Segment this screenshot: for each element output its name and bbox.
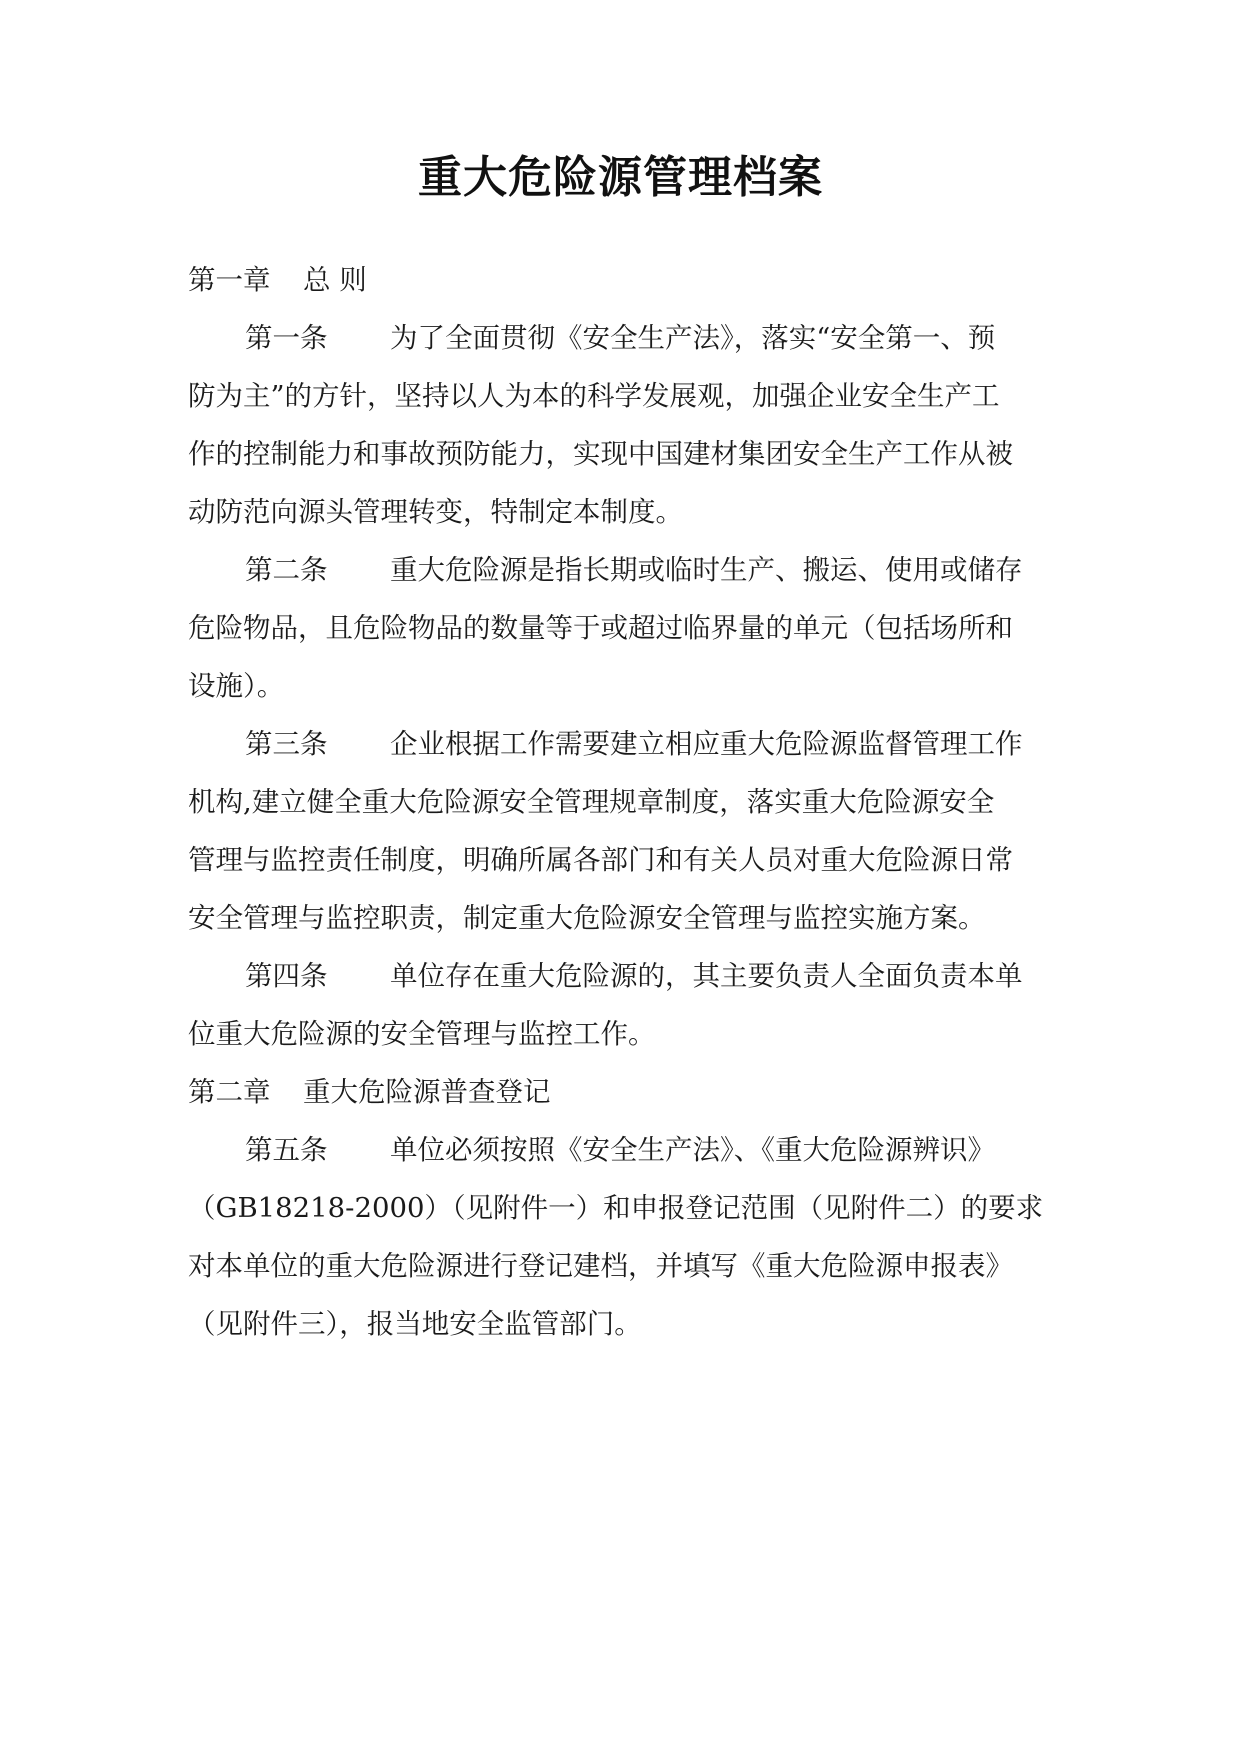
- paragraph-text: 重大危险源是指长期或临时生产、搬运、使用或储存: [390, 554, 1023, 586]
- paragraph-line: 安全管理与监控职责，制定重大危险源安全管理与监控实施方案。: [188, 902, 986, 934]
- paragraph-text: 单位存在重大危险源的，其主要负责人全面负责本单: [390, 960, 1023, 992]
- article-label: 第五条: [245, 1134, 328, 1166]
- article-label: 第一条: [245, 322, 328, 354]
- paragraph-text: 企业根据工作需要建立相应重大危险源监督管理工作: [390, 728, 1023, 760]
- paragraph-line: 作的控制能力和事故预防能力，实现中国建材集团安全生产工作从被: [188, 438, 1013, 470]
- paragraph-line: 管理与监控责任制度，明确所属各部门和有关人员对重大危险源日常: [188, 844, 1013, 876]
- paragraph-text: 单位必须按照《安全生产法》、《重大危险源辨识》: [390, 1134, 995, 1166]
- paragraph-line: 动防范向源头管理转变，特制定本制度。: [188, 496, 683, 528]
- paragraph-line: （见附件三），报当地安全监管部门。: [188, 1308, 642, 1340]
- paragraph-line: 防为主”的方针，坚持以人为本的科学发展观，加强企业安全生产工: [188, 380, 1000, 412]
- chapter-heading: [188, 1072, 551, 1112]
- chapter-label: 第二章: [188, 1076, 271, 1108]
- chapter-label: 第一章: [188, 264, 271, 296]
- paragraph-line: 对本单位的重大危险源进行登记建档，并填写《重大危险源申报表》: [188, 1250, 1013, 1282]
- paragraph-line: 设施）。: [188, 670, 285, 702]
- article-first-line: [245, 956, 1023, 996]
- paragraph-text: 为了全面贯彻《安全生产法》，落实“安全第一、预: [390, 322, 996, 354]
- chapter-title: 重大危险源普查登记: [303, 1076, 551, 1108]
- paragraph-line: 位重大危险源的安全管理与监控工作。: [188, 1018, 656, 1050]
- article-label: 第四条: [245, 960, 328, 992]
- paragraph-line: 危险物品，且危险物品的数量等于或超过临界量的单元（包括场所和: [188, 612, 1013, 644]
- paragraph-line: 机构,建立健全重大危险源安全管理规章制度，落实重大危险源安全: [188, 786, 995, 818]
- article-first-line: [245, 550, 1023, 590]
- article-label: 第三条: [245, 728, 328, 760]
- chapter-title: 总 则: [303, 264, 367, 296]
- document-title: 重大危险源管理档案: [418, 152, 823, 203]
- article-first-line: [245, 724, 1023, 764]
- article-first-line: [245, 318, 995, 358]
- paragraph-line: （GB18218-2000）（见附件一）和申报登记范围（见附件二）的要求: [188, 1192, 1044, 1224]
- article-first-line: [245, 1130, 995, 1170]
- article-label: 第二条: [245, 554, 328, 586]
- chapter-heading: [188, 260, 367, 300]
